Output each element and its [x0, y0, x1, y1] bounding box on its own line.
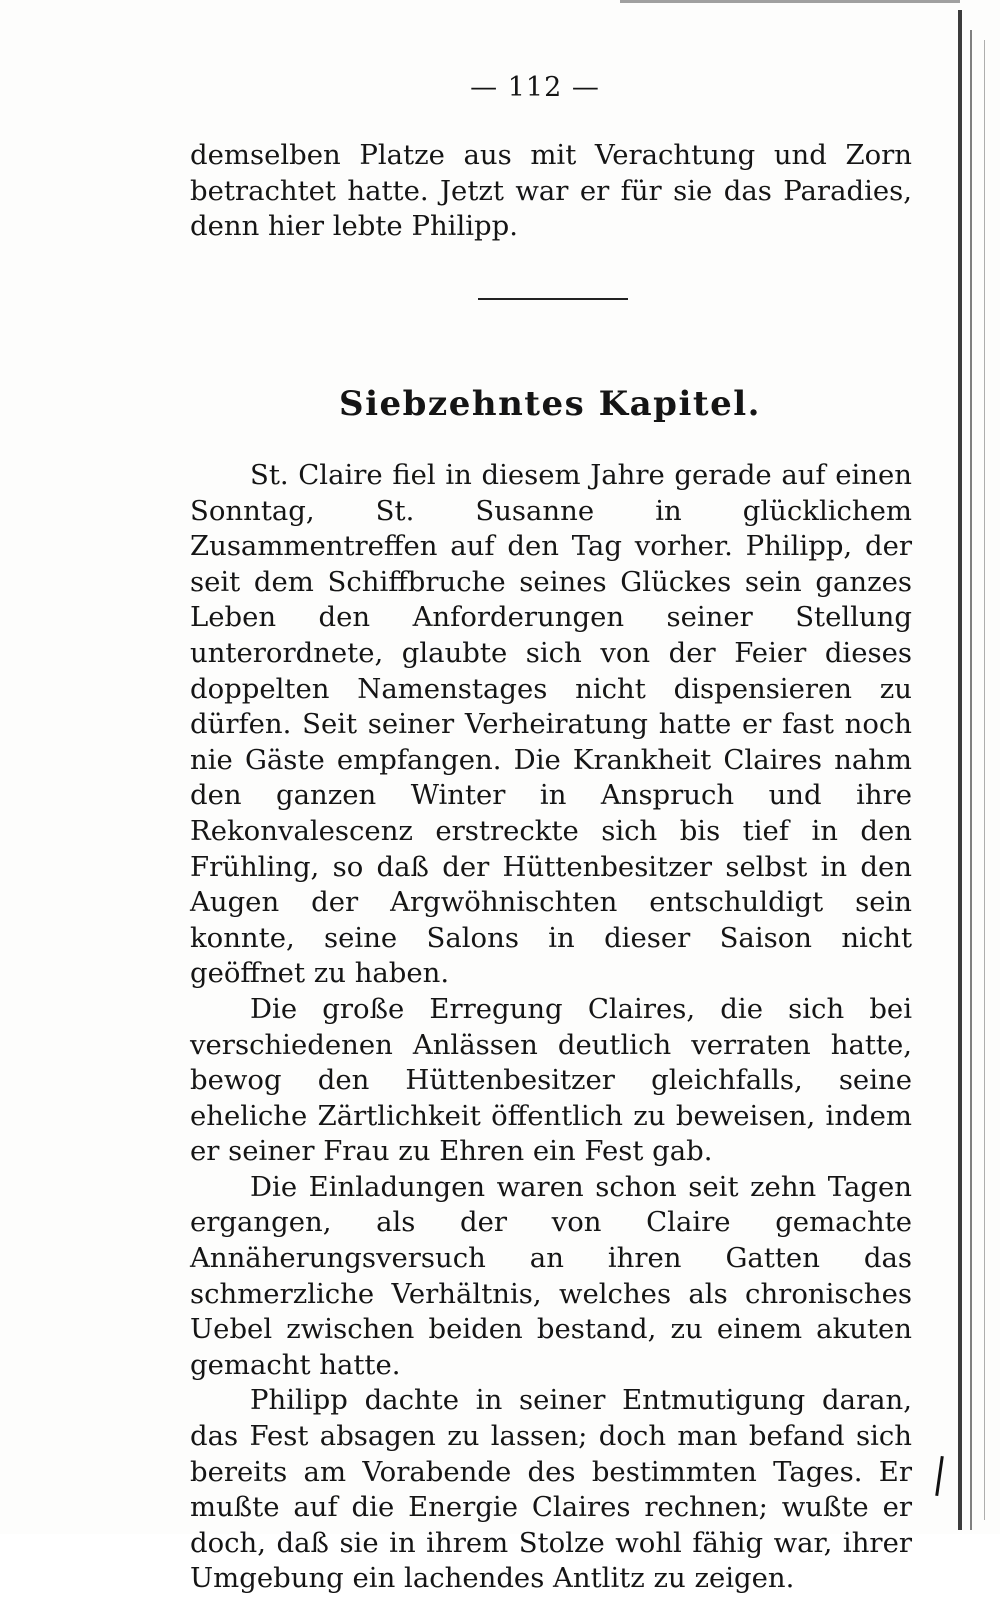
paragraph: St. Claire fiel in diesem Jahre gerade auf einen Sonntag, St. Susanne in glücklichem Zusammentreffen auf den Tag vorher. Philipp, der seit dem Schiffbruche seines Glückes sein ganzes Leben den Anforderungen seiner Stellung unterordnete, glaubte sich von der Feier dieses doppelten Namenstages nicht dispensieren zu dürfen. Seit seiner Verheiratung hatte er fast noch nie Gäste empfangen. Die Krankheit Claires nahm den ganzen Winter in Anspruch und ihre Rekonvalescenz erstreckte sich bis tief in den Frühling, so daß der Hüttenbesitzer selbst in den Augen der Argwöhnischten entschuldigt sein konnte, seine Salons in dieser Saison nicht geöffnet zu haben. [190, 459, 912, 990]
chapter-title: Siebzehntes Kapitel. [339, 384, 761, 424]
page-number: — 112 — [470, 72, 600, 103]
continuation-text [190, 138, 912, 245]
binding-edge-line [958, 10, 962, 1530]
section-divider [478, 298, 628, 300]
paragraph: Philipp dachte in seiner Entmutigung daran, das Fest absagen zu lassen; doch man befand sich bereits am Vorabende des bestimmten Tages. Er mußte auf die Energie Claires rechnen; wußte er doch, daß sie in ihrem Stolze wohl fähig war, ihrer Umgebung ein lachendes Antlitz zu zeigen. [190, 1384, 912, 1595]
scan-edge-top [620, 0, 960, 3]
binding-edge-line [970, 30, 972, 1530]
paragraph: demselben Platze aus mit Verachtung und Zorn betrachtet hatte. Jetzt war er für sie das Paradies, denn hier lebte Philipp. [190, 139, 912, 243]
binding-edge-line [984, 40, 985, 1520]
chapter-body [190, 458, 912, 1597]
ink-mark [935, 1456, 944, 1496]
paragraph: Die große Erregung Claires, die sich bei verschiedenen Anlässen deutlich verraten hatte, bewog den Hüttenbesitzer gleichfalls, seine eheliche Zärtlichkeit öffentlich zu beweisen, indem er seiner Frau zu Ehren ein Fest gab. [190, 992, 912, 1168]
paragraph: Die Einladungen waren schon seit zehn Tagen ergangen, als der von Claire gemachte Annäherungsversuch an ihren Gatten das schmerzliche Verhältnis, welches als chronisches Uebel zwischen beiden bestand, zu einem akuten gemacht hatte. [190, 1170, 912, 1381]
